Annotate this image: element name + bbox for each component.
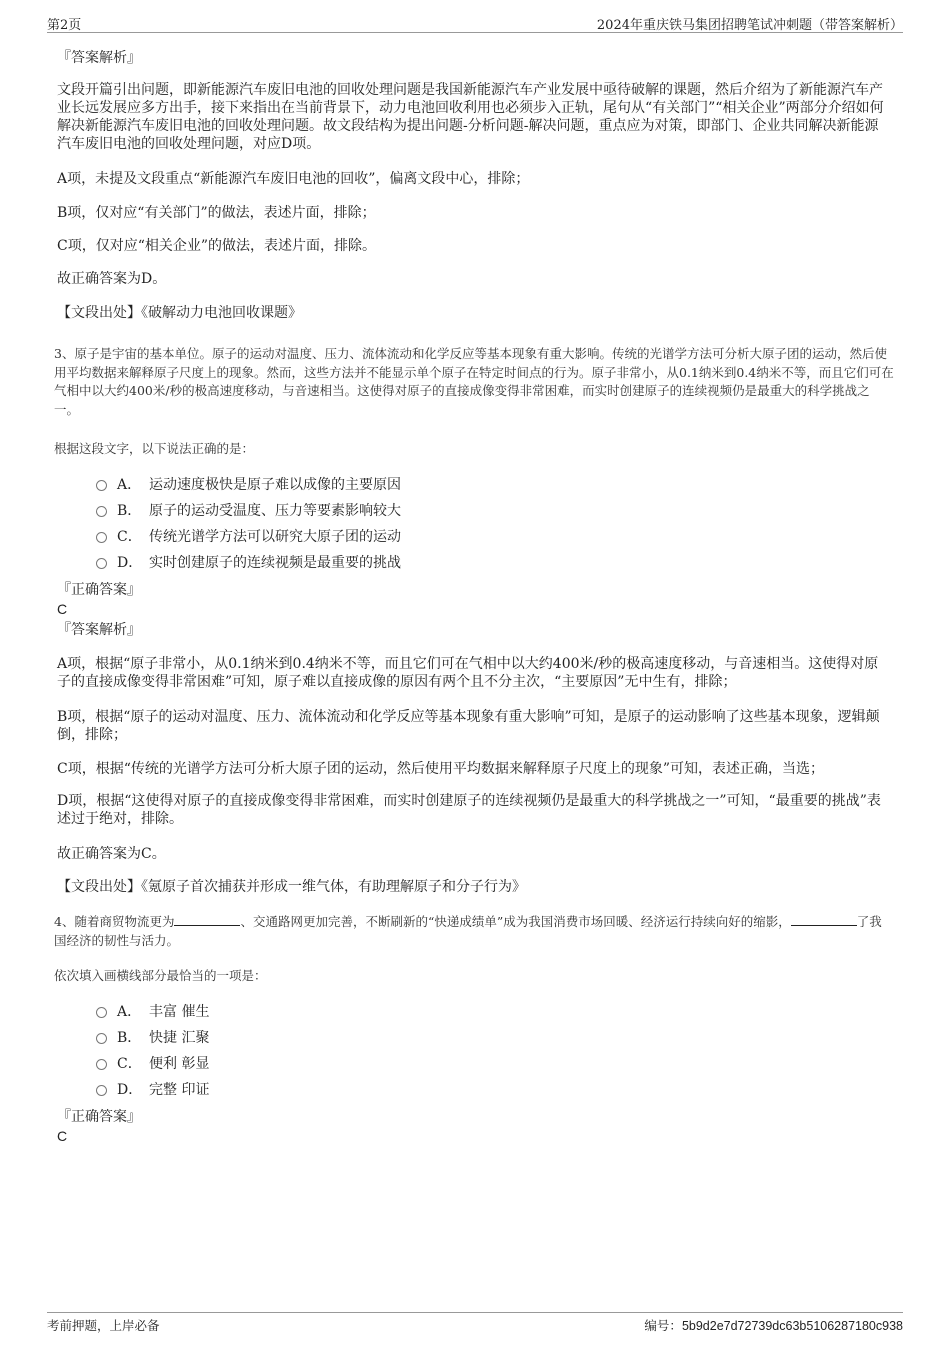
option-text: 传统光谱学方法可以研究大原子团的运动 bbox=[149, 529, 401, 545]
q4-option-a[interactable] bbox=[96, 1001, 209, 1021]
q3-prompt: 根据这段文字，以下说法正确的是： bbox=[54, 441, 255, 456]
q2-analysis-a: A项，未提及文段重点“新能源汽车废旧电池的回收”，偏离文段中心，排除； bbox=[57, 171, 530, 187]
option-letter: A． bbox=[117, 1004, 142, 1020]
q3-option-b[interactable] bbox=[96, 500, 401, 520]
q3-option-d[interactable] bbox=[96, 552, 401, 572]
code-value: 5b9d2e7d72739dc63b5106287180c938 bbox=[681, 1319, 903, 1333]
footer-slogan: 考前押题，上岸必备 bbox=[47, 1318, 160, 1333]
q4-option-c[interactable] bbox=[96, 1053, 209, 1073]
q3-analysis-label: 『答案解析』 bbox=[57, 622, 141, 638]
option-letter: A． bbox=[117, 477, 142, 493]
q4-answer: C bbox=[57, 1128, 68, 1144]
page-header bbox=[47, 10, 903, 33]
q3-answer-label: 『正确答案』 bbox=[57, 582, 141, 598]
option-text: 运动速度极快是原子难以成像的主要原因 bbox=[149, 477, 401, 493]
option-letter: B． bbox=[117, 1030, 142, 1046]
q2-source: 【文段出处】《破解动力电池回收课题》 bbox=[57, 305, 302, 321]
q4-stem-part1: 4、随着商贸物流更为 bbox=[54, 914, 175, 929]
q3-analysis-b: B项，根据“原子的运动对温度、压力、流体流动和化学反应等基本现象有重大影响”可知，是原子的运动影响了这些基本现象，逻辑颠倒，排除； bbox=[57, 709, 880, 743]
option-text: 丰富 催生 bbox=[149, 1004, 210, 1020]
option-text: 原子的运动受温度、压力等要素影响较大 bbox=[149, 503, 401, 519]
code-label: 编号： bbox=[644, 1318, 682, 1333]
q3-analysis-a: A项，根据“原子非常小，从0.1纳米到0.4纳米不等，而且它们可在气相中以大约400米/秒的极高速度移动，与音速相当。这使得对原子的直接成像变得非常困难”可知，原子难以直接成像的原因有两个且不分主次，“主要原因”无中生有，排除； bbox=[57, 656, 879, 690]
q3-analysis-d: D项，根据“这使得对原子的直接成像变得非常困难，而实时创建原子的连续视频仍是最重大的科学挑战之一”可知，“最重要的挑战”表述过于绝对，排除。 bbox=[57, 793, 881, 827]
radio-icon[interactable] bbox=[96, 506, 107, 517]
q3-stem: 3、原子是宇宙的基本单位。原子的运动对温度、压力、流体流动和化学反应等基本现象有重大影响。传统的光谱学方法可分析大原子团的运动，然后使用平均数据来解释原子尺度上的现象。然而，这些方法并不能显示单个原子在特定时间点的行为。原子非常小，从0.1纳米到0.4纳米不等，而且它们可在气相中以大约400米/秒的极高速度移动，与音速相当。这使得对原子的直接成像变得非常困难，而实时创建原子的连续视频仍是最重大的科学挑战之一。 bbox=[54, 346, 894, 417]
q2-analysis-text: 文段开篇引出问题，即新能源汽车废旧电池的回收处理问题是我国新能源汽车产业发展中亟待破解的课题，然后介绍为了新能源汽车产业长远发展应多方出手，接下来指出在当前背景下，动力电池回收利用也必须步入正轨，尾句从“有关部门”“相关企业”两部分介绍如何解决新能源汽车废旧电池的回收处理问题。故文段结构为提出问题-分析问题-解决问题，重点应为对策，即部门、企业共同解决新能源汽车废旧电池的回收处理问题，对应D项。 bbox=[57, 82, 884, 152]
option-text: 完整 印证 bbox=[149, 1082, 210, 1098]
radio-icon[interactable] bbox=[96, 1059, 107, 1070]
q2-analysis-b: B项，仅对应“有关部门”的做法，表述片面，排除； bbox=[57, 205, 376, 221]
q4-answer-label: 『正确答案』 bbox=[57, 1109, 141, 1125]
q3-option-a[interactable] bbox=[96, 474, 401, 494]
fill-blank-2 bbox=[791, 913, 857, 926]
q2-analysis-c: C项，仅对应“相关企业”的做法，表述片面，排除。 bbox=[57, 238, 377, 254]
q4-stem-part3: 了我国经济的韧性与活力。 bbox=[54, 914, 882, 948]
q3-analysis-c: C项，根据“传统的光谱学方法可分析大原子团的运动，然后使用平均数据来解释原子尺度上的现象”可知，表述正确，当选； bbox=[57, 761, 825, 777]
option-letter: C． bbox=[117, 1056, 142, 1072]
q2-conclusion: 故正确答案为D。 bbox=[57, 271, 167, 287]
radio-icon[interactable] bbox=[96, 1007, 107, 1018]
option-text: 便利 彰显 bbox=[149, 1056, 210, 1072]
q4-prompt: 依次填入画横线部分最恰当的一项是： bbox=[54, 968, 267, 983]
page-number: 第2页 bbox=[47, 18, 82, 33]
q3-answer: C bbox=[57, 601, 68, 617]
fill-blank-1 bbox=[174, 913, 240, 926]
q3-option-c[interactable] bbox=[96, 526, 401, 546]
option-letter: D． bbox=[117, 555, 143, 571]
radio-icon[interactable] bbox=[96, 1085, 107, 1096]
q2-analysis-label: 『答案解析』 bbox=[57, 50, 141, 66]
option-letter: D． bbox=[117, 1082, 143, 1098]
q4-stem-part2: 、交通路网更加完善，不断刷新的“快递成绩单”成为我国消费市场回暖、经济运行持续向好的缩影， bbox=[240, 914, 791, 929]
document-title: 2024年重庆铁马集团招聘笔试冲刺题（带答案解析） bbox=[596, 18, 903, 33]
option-letter: B． bbox=[117, 503, 142, 519]
radio-icon[interactable] bbox=[96, 532, 107, 543]
q3-conclusion: 故正确答案为C。 bbox=[57, 846, 166, 862]
radio-icon[interactable] bbox=[96, 558, 107, 569]
q4-option-d[interactable] bbox=[96, 1079, 209, 1099]
radio-icon[interactable] bbox=[96, 480, 107, 491]
option-letter: C． bbox=[117, 529, 142, 545]
radio-icon[interactable] bbox=[96, 1033, 107, 1044]
document-code bbox=[644, 1316, 903, 1334]
option-text: 快捷 汇聚 bbox=[149, 1030, 210, 1046]
option-text: 实时创建原子的连续视频是最重要的挑战 bbox=[149, 555, 401, 571]
page-footer bbox=[47, 1312, 903, 1337]
q3-source: 【文段出处】《氪原子首次捕获并形成一维气体，有助理解原子和分子行为》 bbox=[57, 879, 526, 895]
q4-option-b[interactable] bbox=[96, 1027, 209, 1047]
q4-stem bbox=[54, 913, 894, 950]
